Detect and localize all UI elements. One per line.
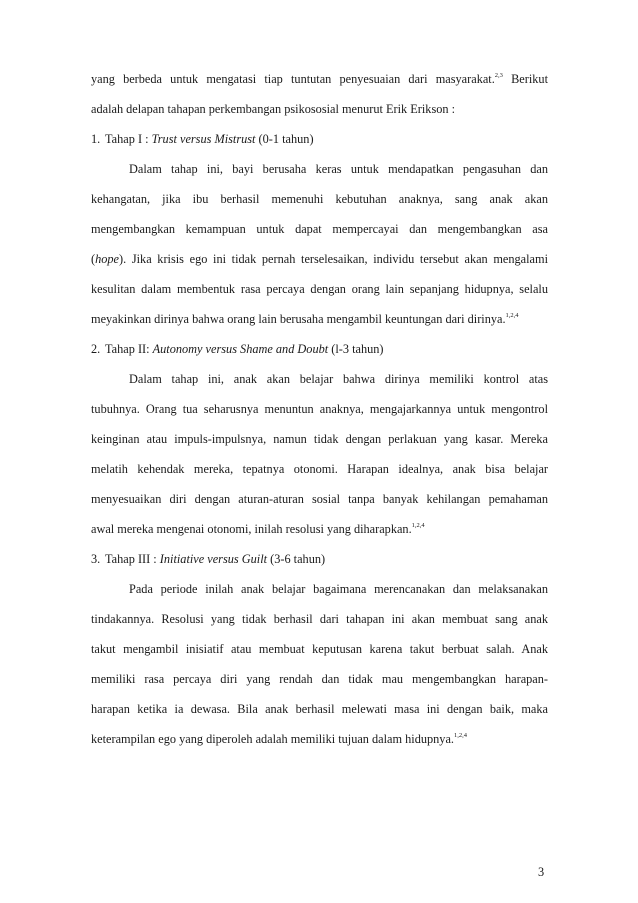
text-line: kehangatan, jika ibu berhasil memenuhi kebutuhan anaknya, sang anak akan: [91, 192, 548, 206]
text-line: Dalam tahap ini, bayi berusaha keras untuk mendapatkan pengasuhan dan: [129, 162, 548, 176]
text-line: melatih kehendak mereka, tepatnya otonomi. Harapan idealnya, anak bisa belajar: [91, 462, 548, 476]
citation-superscript: 1,2,4: [454, 731, 467, 739]
text-line: mengembangkan kemampuan untuk dapat mempercayai dan mengembangkan asa: [91, 222, 548, 236]
citation-superscript: 1,2,4: [505, 311, 519, 319]
text-line: meyakinkan dirinya bahwa orang lain berusaha mengambil keuntungan dari dirinya.$^{1,2,4}$: [91, 311, 519, 326]
text-line: takut mengambil inisiatif atau membuat keputusan karena takut berbuat salah. Anak: [91, 642, 548, 656]
text-line: awal mereka mengenai otonomi, inilah resolusi yang diharapkan.$^{1,2,4}$: [91, 521, 425, 536]
text-line: Pada periode inilah anak belajar bagaimana merencanakan dan melaksanakan: [129, 582, 548, 596]
citation-superscript: 1,2,4: [411, 521, 425, 529]
text-line: keinginan atau impuls-impulsnya, namun tidak dengan perlakuan yang kasar. Mereka: [91, 432, 548, 446]
text-line: harapan ketika ia dewasa. Bila anak berhasil melewati masa ini dengan baik, maka: [91, 702, 548, 716]
text-line: adalah delapan tahapan perkembangan psikososial menurut Erik Erikson :: [91, 102, 456, 116]
section-heading-3: 3. Tahap III : Initiative versus Guilt (3-6 tahun): [91, 552, 326, 566]
page-number: 3: [538, 865, 545, 879]
text-line: tubuhnya. Orang tua seharusnya menuntun anaknya, mengajarkannya untuk mengontrol: [91, 402, 548, 416]
text-line: (hope). Jika krisis ego ini tidak pernah terselesaikan, individu tersebut akan mengalami: [91, 252, 548, 266]
section-heading-1: 1. Tahap I : Trust versus Mistrust (0-1 tahun): [91, 132, 314, 146]
text-line: keterampilan ego yang diperoleh adalah memiliki tujuan dalam hidupnya.$^{1,2,4}$: [91, 731, 467, 746]
text-line: Dalam tahap ini, anak akan belajar bahwa dirinya memiliki kontrol atas: [129, 372, 548, 386]
text-line: menyesuaikan diri dengan aturan-aturan sosial tanpa banyak kehilangan pemahaman: [91, 492, 548, 506]
citation-superscript: 2,3: [494, 71, 503, 79]
text-line: kesulitan dalam membentuk rasa percaya dengan orang lain sepanjang hidupnya, selalu: [91, 282, 548, 296]
text-line: memiliki rasa percaya diri yang rendah dan tidak mau mengembangkan harapan-: [91, 672, 548, 686]
text-line: tindakannya. Resolusi yang tidak berhasil dari tahapan ini akan membuat sang anak: [91, 612, 548, 626]
section-heading-2: 2. Tahap II: Autonomy versus Shame and Doubt (l-3 tahun): [91, 342, 384, 356]
text-line: yang berbeda untuk mengatasi tiap tuntutan penyesuaian dari masyarakat.$^{2,3}$ Berikut: [91, 71, 548, 86]
